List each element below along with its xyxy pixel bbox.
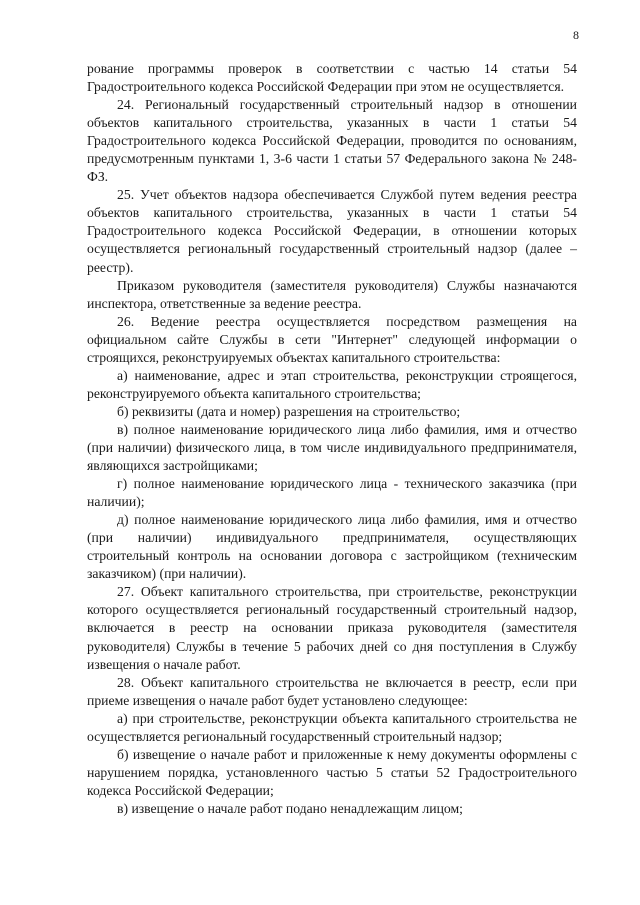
paragraph: в) извещение о начале работ подано ненадлежащим лицом;	[117, 800, 463, 816]
page-number: 8	[573, 28, 579, 42]
paragraph: а) при строительстве, реконструкции объекта капитального строительства не осуществляется региональный государственный строительный надзор;	[87, 710, 577, 744]
paragraph: б) реквизиты (дата и номер) разрешения на строительство;	[117, 403, 461, 419]
document-body	[87, 60, 577, 818]
paragraph: 26. Ведение реестра осуществляется посредством размещения на официальном сайте Службы в сети "Интернет" следующей информации о строящихся, реконструируемых объектах капитального строительства:	[87, 313, 577, 365]
paragraph: б) извещение о начале работ и приложенные к нему документы оформлены с нарушением порядка, установленного частью 5 статьи 52 Градостроительного кодекса Российской Федерации;	[87, 746, 577, 798]
paragraph: 24. Региональный государственный строительный надзор в отношении объектов капитального строительства, указанных в части 1 статьи 54 Градостроительного кодекса Российской Федерации, проводится по основаниям, предусмотренным пунктами 1, 3-6 части 1 статьи 57 Федерального закона № 248-ФЗ.	[87, 97, 577, 185]
paragraph: рование программы проверок в соответствии с частью 14 статьи 54 Градостроительного кодекса Российской Федерации при этом не осуществляется.	[87, 61, 577, 95]
paragraph: д) полное наименование юридического лица либо фамилия, имя и отчество (при наличии) индивидуального предпринимателя, осуществляющих строительный контроль на основании договора с застройщиком (техническим заказчиком) (при наличии).	[87, 512, 577, 582]
paragraph: в) полное наименование юридического лица либо фамилия, имя и отчество (при наличии) физического лица, в том числе индивидуального предпринимателя, являющихся застройщиками;	[87, 421, 577, 474]
paragraph: 25. Учет объектов надзора обеспечивается Службой путем ведения реестра объектов капитального строительства, указанных в части 1 статьи 54 Градостроительного кодекса Российской Федерации, в отношении которых осуществляется региональный государственный строительный надзор (далее – реестр).	[87, 187, 577, 275]
paragraph: 27. Объект капитального строительства, при строительстве, реконструкции которого осуществляется региональный государственный строительный надзор, включается в реестр на основании приказа руководителя (заместителя руководителя) Службы в течение 5 рабочих дней со дня поступления в Службу извещения о начале работ.	[87, 584, 577, 672]
paragraph: Приказом руководителя (заместителя руководителя) Службы назначаются инспектора, ответственные за ведение реестра.	[87, 277, 577, 311]
paragraph: 28. Объект капитального строительства не включается в реестр, если при приеме извещения о начале работ будет установлено следующее:	[87, 674, 577, 708]
paragraph: а) наименование, адрес и этап строительства, реконструкции строящегося, реконструируемого объекта капитального строительства;	[87, 367, 577, 401]
paragraph: г) полное наименование юридического лица - технического заказчика (при наличии);	[87, 476, 577, 510]
